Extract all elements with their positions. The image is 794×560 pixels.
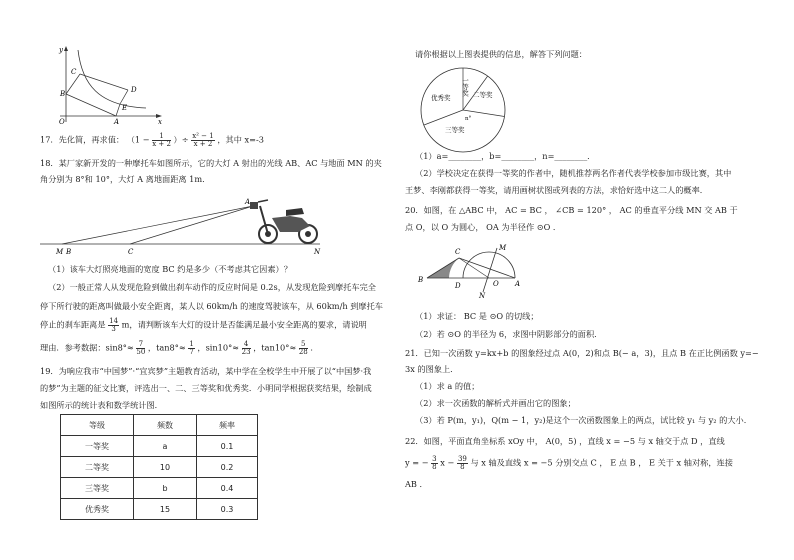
table-row: 一等奖 a 0.1 [61,436,258,457]
pie-angle-label: n° [465,116,472,122]
label-c: C [128,248,134,256]
q20-sub-1: （1）求证： BC 是 ⊙O 的切线； [415,311,539,321]
label-m: M [56,248,64,256]
q22-line-2: y = − $\frac{3}{8}$ x − $\frac{39}{8}$ 与 x 轴及直线 x = −5 分别交点 C ， E 点 B ， E 关于 x 轴对称，连接 [405,455,733,471]
y-arrow [64,46,68,51]
pie-label-second: 二等奖 [473,91,493,99]
label-b: B [418,276,424,284]
q17-frac-2: $\frac{\text{x² − 1}}{x + 2}$ [192,132,214,148]
label-c: C [455,248,461,256]
right-intro: 请你根据以上图表提供的信息，解答下列问题： [415,49,587,59]
right-part-2-line-1: （2）学校决定在获得一等奖的作者中，随机推荐两名作者代表学校参加市级比赛，其中 [415,168,732,178]
label-a: A [515,280,521,288]
label-origin: O [59,118,65,126]
pie-label-excellent: 优秀奖 [431,94,451,102]
q18-line-1: 18．某厂家新开发的一种摩托车如图所示，它的大灯 A 射出的光线 AB、AC 与地面 MN 的夹 [40,158,382,168]
label-y: y [59,46,63,54]
q18-sub-2-line-1: （2）一般正常人从发现危险到做出刹车动作的反应时间是 0.2s，从发现危险到摩托车完全 [48,282,376,292]
q20-line-2: 点 O，以 O 为圆心， OA 为半径作 ⊙O ． [405,222,562,232]
q21-sub-3: （3）若 P(m，y₁)，Q(m − 1，y₂)是这个一次函数图象上的两点，试比较 y₁ 与 y₂ 的大小． [415,415,752,425]
q18-sub-2-line-3: 停止的刹车距离是 $\frac{14}{3}$ m，请判断该车大灯的设计是否能满足最小安全距离的要求，请说明 [40,317,367,333]
label-c: C [71,68,77,76]
q18-sub-2-line-2: 停下所行驶的距离叫做最小安全距离，某人以 60km/h 的速度驾驶该车，从 60km/h 到摩托车 [40,301,383,311]
frac-14-3: $\frac{14}{3}$ [109,317,119,333]
q22-line-3: AB ． [405,479,428,489]
circle-geometry-figure [415,240,535,300]
motorcycle-icon [250,200,317,243]
label-n: N [314,248,321,256]
label-m: M [499,244,507,252]
label-x: x [158,118,162,126]
label-o: O [493,280,499,288]
right-part-1: （1）a=________，b=________，n=________． [415,151,596,161]
q19-line-1: 19．为响应我市“中国梦”·“宜宾梦”主题教育活动，某中学在全校学生中开展了以“中国梦·我 [40,366,372,376]
table-header-row [61,415,258,436]
table-row: 三等奖 b 0.4 [61,478,258,499]
q20-line-1: 20．如图，在 △ABC 中， AC = BC ， ∠CB = 120° ， AC 的垂直平分线 MN 交 AB 于 [405,205,738,215]
table-row: 二等奖 10 0.2 [61,457,258,478]
label-b: B [60,90,66,98]
q21-line-2: 3x 的图象上． [405,364,459,374]
q18-reference-data: 理由．参考数据：sin8°≈ $\frac{7}{50}$ ，tan8°≈ $\frac{1}{7}$ ，sin10°≈ $\frac{4}{23}$ ，tan10°≈ $\frac{5}{28}$ ． [40,340,319,356]
graph-figure-16 [58,44,168,126]
line-ae [116,104,120,116]
line-ba [66,94,116,116]
q19-line-2: 的梦”为主题的征文比赛，评选出一、二、三等奖和优秀奖．小明同学根据获奖结果，绘制成 [40,383,372,393]
column-header: 频率 [197,415,258,436]
q18-sub-1: （1）该车大灯照亮地面的宽度 BC 约是多少（不考虑其它因素）？ [48,264,292,274]
label-a: A [245,198,251,206]
q20-sub-2: （2）若 ⊙O 的半径为 6，求图中阴影部分的面积． [415,329,603,339]
pie-label-third: 三等奖 [445,126,465,134]
label-d: D [131,86,137,94]
q21-sub-1: （1）求 a 的值； [415,381,480,391]
label-e: E [122,104,128,112]
pie-label-first: 一等奖 [461,77,469,97]
hyperbola-curve [78,50,146,108]
q17-frac-1: $\frac{1}{x + 2}$ [152,132,171,148]
line-bc [66,74,80,94]
ray-ab [62,206,253,244]
column-header: 频数 [134,415,197,436]
column-header: 等级 [61,415,134,436]
line-cd [80,74,128,90]
pie-chart [413,60,513,160]
label-a: A [114,118,120,126]
ray-ac [130,206,253,244]
label-n: N [479,292,486,300]
q21-sub-2: （2）求一次函数的解析式并画出它的图象； [415,398,576,408]
right-part-2-line-2: 王梦、李刚都获得一等奖，请用画树状图或列表的方法，求恰好选中这二人的概率． [405,185,708,195]
line-de [120,90,128,104]
label-b: B [66,248,72,256]
q18-line-2: 角分别为 8°和 10°，大灯 A 离地面距离 1m． [40,174,211,184]
table-row: 优秀奖 15 0.3 [61,499,258,520]
frequency-table [60,414,258,520]
segment-ca [459,258,515,278]
q21-line-1: 21．已知一次函数 y=kx+b 的图象经过点 A(0，2)和点 B(− a，3)，且点 B 在正比例函数 y=− [405,348,759,358]
label-d: D [455,282,461,290]
motorcycle-figure [40,188,340,258]
q17-line: 17．先化简，再求值： （1 − $\frac{1}{x + 2}$ ）÷ $\frac{\text{x² − 1}}{x + 2}$ ，其中 x=-3 [40,132,264,148]
q22-line-1: 22．如图，平面直角坐标系 xOy 中， A(0，5) ，直线 x = −5 与 x 轴交于点 D ，直线 [405,436,725,446]
q19-line-3: 如图所示的统计表和数学统计图． [40,400,163,410]
